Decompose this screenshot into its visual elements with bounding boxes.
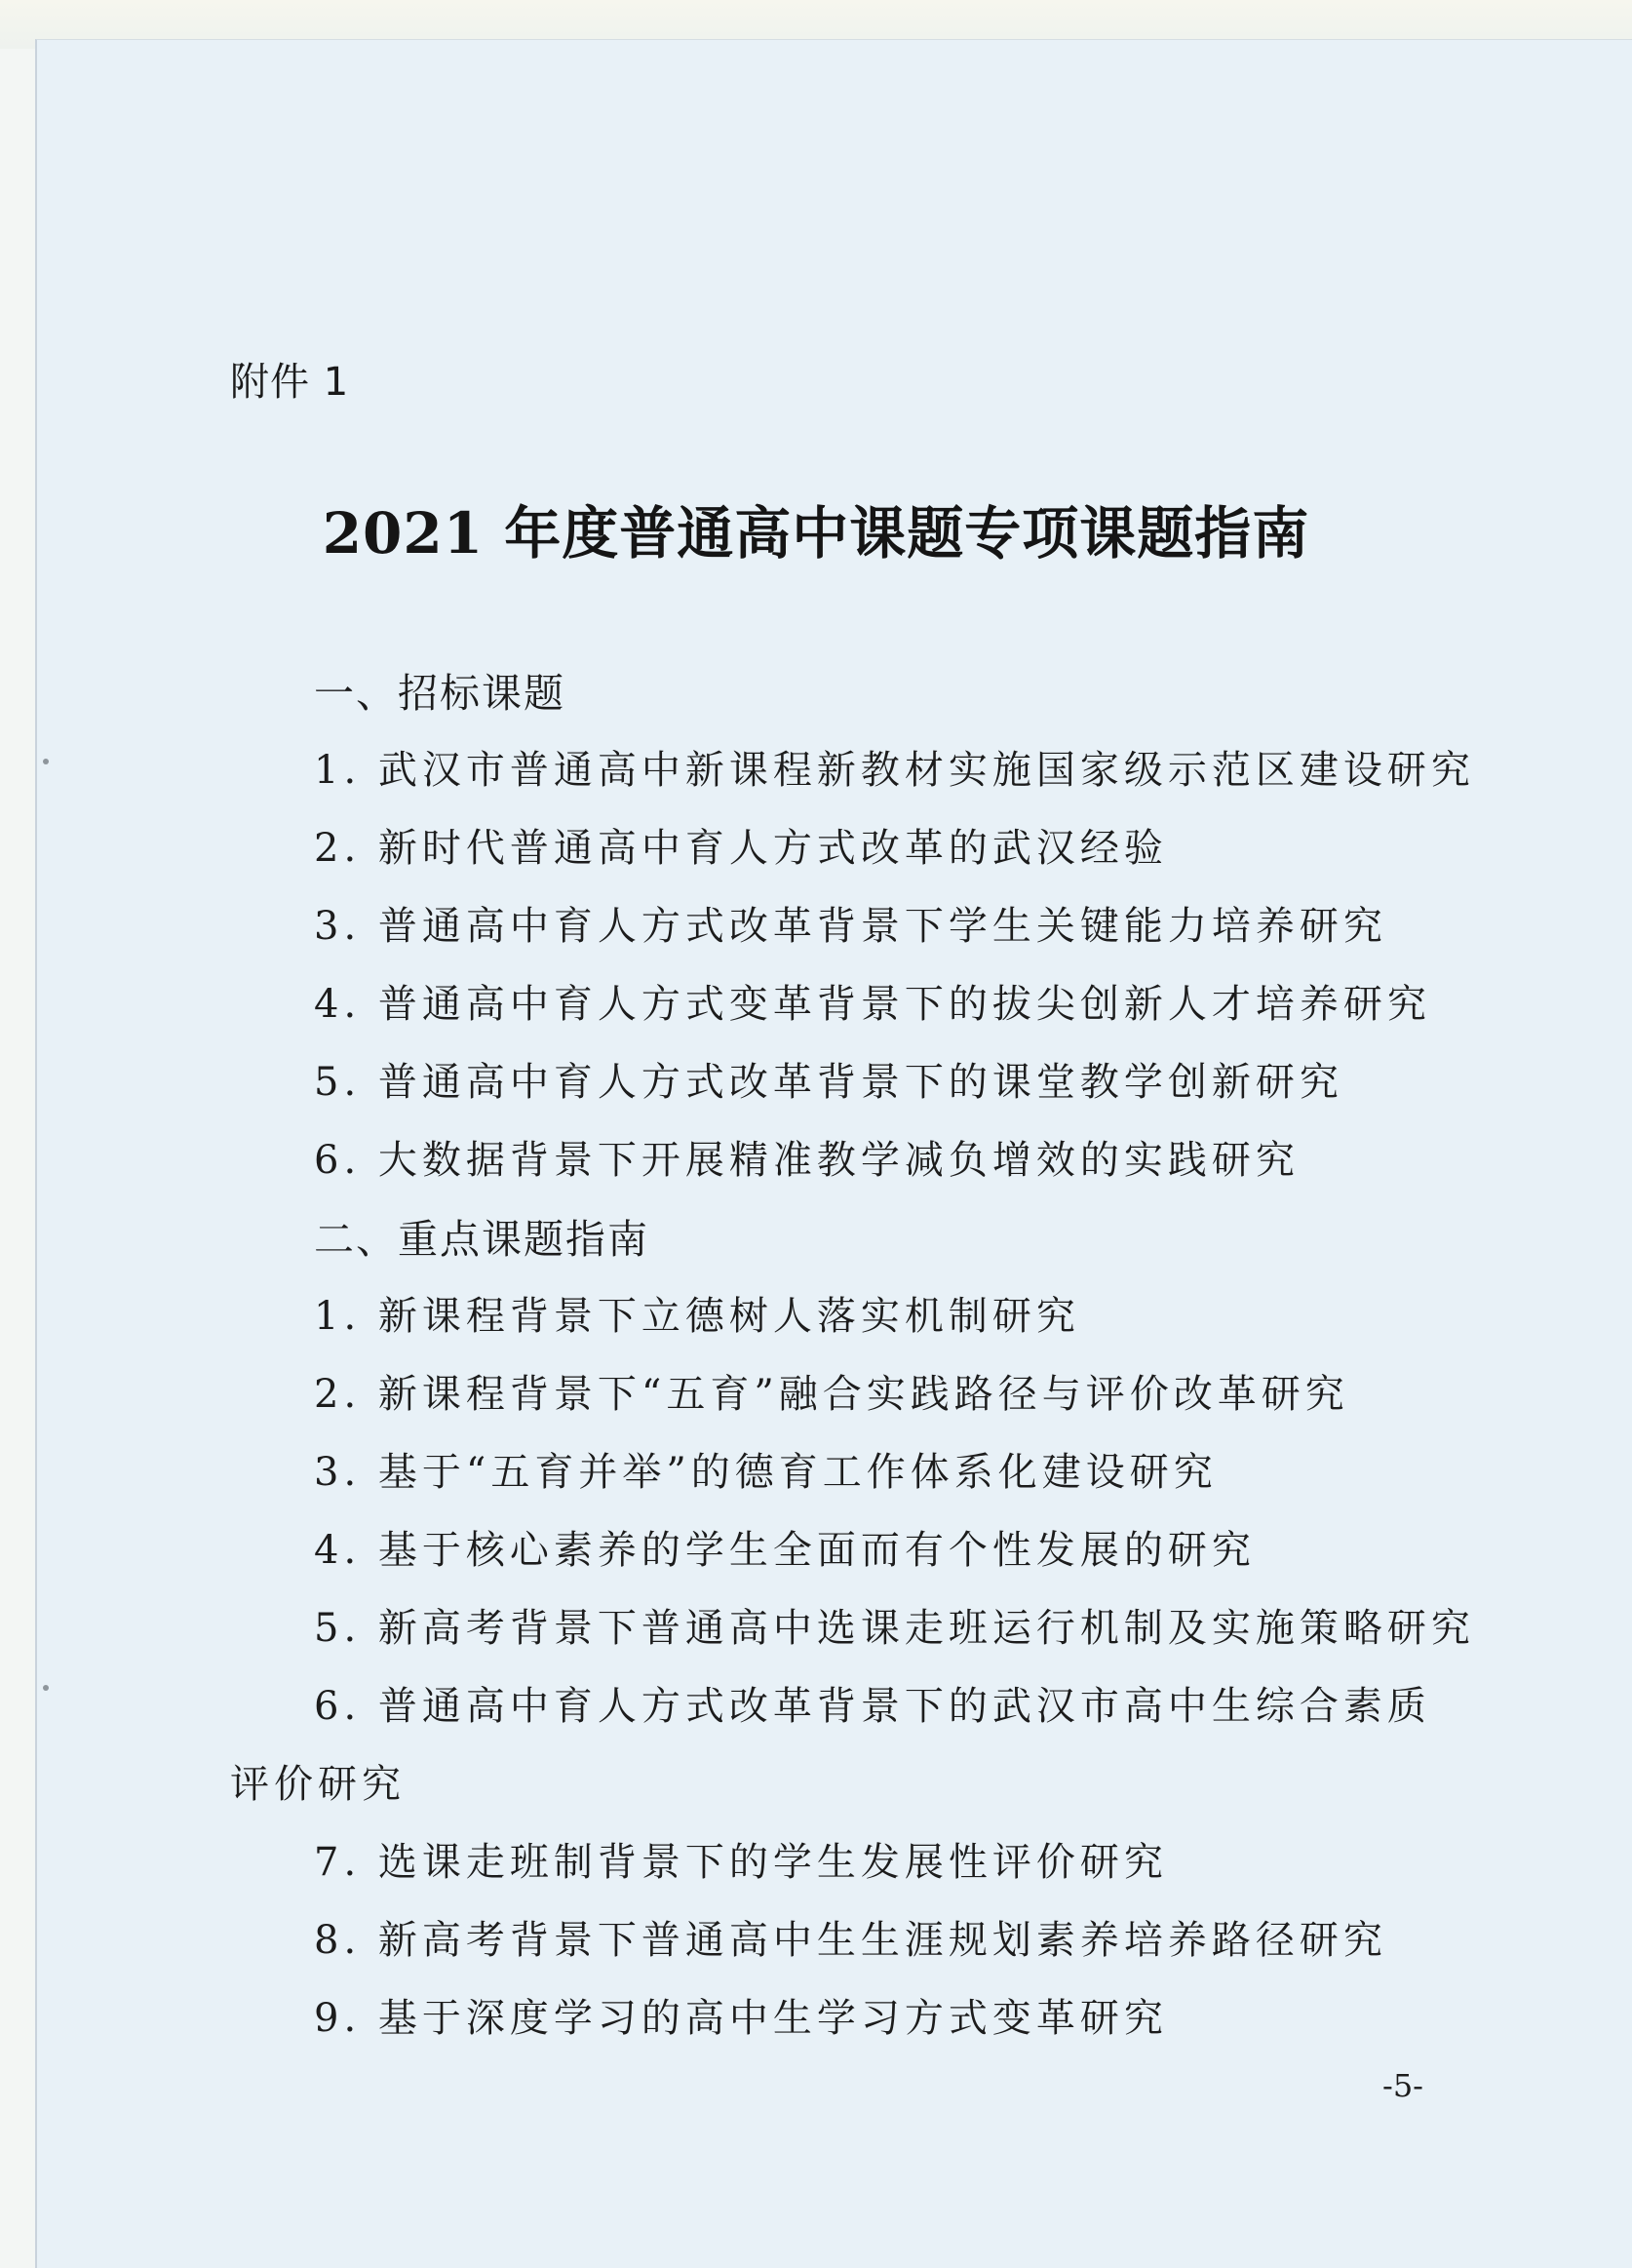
staple-hole-bottom [43,1685,49,1691]
section-heading-bidding: 一、招标课题 [314,670,565,717]
page-number: -5- [1382,2067,1423,2104]
list-item: 4. 基于核心素养的学生全面而有个性发展的研究 [314,1528,1256,1573]
list-item: 4. 普通高中育人方式变革背景下的拔尖创新人才培养研究 [314,982,1431,1027]
list-item-continuation: 评价研究 [230,1762,406,1807]
list-item: 6. 普通高中育人方式改革背景下的武汉市高中生综合素质 [314,1684,1431,1729]
list-item: 3. 基于“五育并举”的德育工作体系化建设研究 [314,1450,1218,1495]
attachment-label: 附件 1 [230,360,350,405]
list-item: 3. 普通高中育人方式改革背景下学生关键能力培养研究 [314,904,1387,949]
list-item: 7. 选课走班制背景下的学生发展性评价研究 [314,1840,1168,1885]
staple-hole-top [43,759,49,764]
list-item: 5. 新高考背景下普通高中选课走班运行机制及实施策略研究 [314,1606,1475,1651]
list-item: 9. 基于深度学习的高中生学习方式变革研究 [314,1996,1168,2041]
list-item: 2. 新课程背景下“五育”融合实践路径与评价改革研究 [314,1372,1349,1417]
list-item: 6. 大数据背景下开展精准教学减负增效的实践研究 [314,1138,1300,1183]
document-title: 2021 年度普通高中课题专项课题指南 [322,500,1310,567]
list-item: 1. 武汉市普通高中新课程新教材实施国家级示范区建设研究 [314,748,1475,793]
list-item: 8. 新高考背景下普通高中生生涯规划素养培养路径研究 [314,1918,1387,1963]
list-item: 5. 普通高中育人方式改革背景下的课堂教学创新研究 [314,1060,1343,1105]
list-item: 1. 新课程背景下立德树人落实机制研究 [314,1294,1080,1339]
list-item: 2. 新时代普通高中育人方式改革的武汉经验 [314,826,1168,871]
section-heading-key-topics: 二、重点课题指南 [314,1216,649,1263]
